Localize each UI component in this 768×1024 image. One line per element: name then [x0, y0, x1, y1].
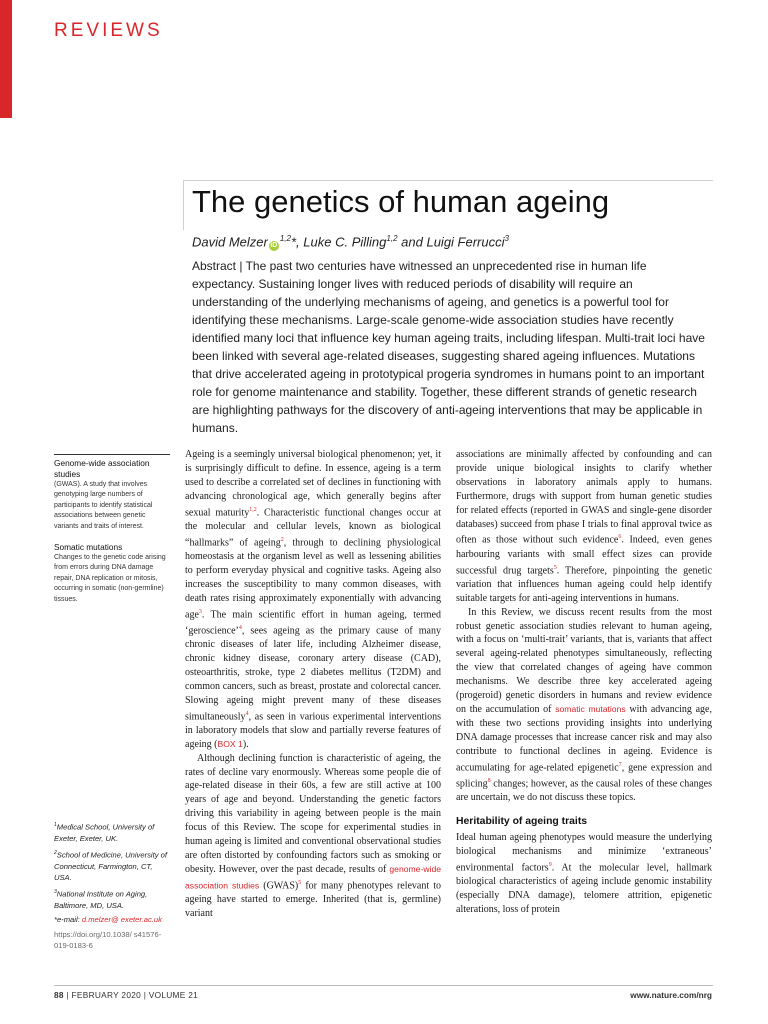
body-column-1 — [185, 448, 441, 921]
body-paragraph: associations are minimally affected by confounding and can provide unique biological insights to clarify whether observations in laboratory animals apply to humans. Furthermore, drugs with support from human genetic studies for related effects (reported in GWAS and single-gene disorder databases) succeed from phase I trials to final approval twice as often as those without such evidence$^6$. Indeed, even genes harbouring variants with small effect sizes can provide successful drug targets$^5$. Therefore, pinpointing the genetic variation that influences human ageing could help identify suitable targets for anti-ageing interventions in humans. — [456, 449, 713, 604]
author-affiliation-ref: 1,2 — [386, 234, 398, 243]
author-name[interactable]: David Melzer — [192, 234, 268, 250]
orcid-icon[interactable]: iD — [270, 242, 278, 250]
citation-ref[interactable]: 4 — [238, 624, 242, 631]
title-rule — [183, 180, 713, 181]
footer-rule — [54, 985, 713, 986]
section-color-bar — [0, 0, 12, 118]
author-name[interactable]: Luke C. Pilling — [303, 234, 387, 250]
author-list — [192, 234, 509, 251]
body-column-2 — [456, 448, 712, 917]
email-link[interactable]: d.melzer@ exeter.ac.uk — [81, 915, 162, 925]
citation-ref[interactable]: 5 — [298, 879, 302, 886]
section-label: REVIEWS — [54, 20, 163, 41]
glossary-term: Somatic mutations — [54, 542, 123, 553]
author-affiliation-ref: 3 — [504, 234, 509, 243]
citation-ref[interactable]: 4 — [245, 710, 249, 717]
citation-ref[interactable]: 7 — [618, 761, 622, 768]
citation-ref[interactable]: 1,2 — [249, 506, 257, 513]
citation-ref[interactable]: 5 — [553, 564, 557, 571]
glossary-definition: Changes to the genetic code arising from errors during DNA damage repair, DNA replication or mitosis, occurring in somatic (non-germline) tissues. — [54, 554, 166, 603]
author-name[interactable]: Luigi Ferrucci — [426, 234, 505, 250]
abstract: Abstract | The past two centuries have witnessed an unprecedented rise in human life expectancy. Sustaining longer lives with reduced periods of disability will require an understanding of the underlying mechanisms of ageing, and genetics is a powerful tool for identifying these mechanisms. Large-scale genome-wide association studies have recently identified many loci that influence key human ageing traits, including lifespan. Multi-trait loci have been linked with several age-related diseases, suggesting shared ageing influences. Mutations that drive accelerated ageing in prototypical progeria syndromes in humans point to an important role for genome maintenance and stability. Together, these different strands of genetic research are highlighting pathways for the discovery of anti-ageing interventions that may be applicable in humans. — [192, 259, 705, 435]
author-affiliation-ref: 1,2 — [279, 234, 291, 243]
title-tick — [183, 180, 184, 230]
section-heading: Heritability of ageing traits — [456, 815, 588, 827]
citation-ref[interactable]: 8 — [487, 777, 491, 784]
glossary-link[interactable]: genome-wide association studies — [185, 863, 441, 891]
glossary-link[interactable]: somatic mutations — [555, 703, 626, 714]
box-link[interactable]: BOX 1 — [217, 738, 243, 749]
affiliation: $^1$Medical School, University of Exeter, Exeter, UK. — [54, 822, 155, 844]
email: *e-mail: d.melzer@ exeter.ac.uk — [54, 915, 162, 925]
affiliation: $^3$National Institute on Aging, Baltimore, MD, USA. — [54, 888, 148, 910]
body-paragraph: Ideal human ageing phenotypes would measure the underlying biological mechanisms and minimize ‘extraneous’ environmental factors$^9$. At the molecular level, hallmark biological characteristics of ageing include genomic instability (especially DNA damage), telomere attrition, epigenetic alterations, loss of protein — [456, 831, 712, 915]
body-paragraph: Although declining function is characteristic of ageing, the rates of decline vary enormously. Whereas some people die of age-related disease in their 60s, a few are still active at 100 years of age and beyond. Understanding the genetic factors driving this variability in ageing between people is the main focus of this Review. The scope for experimental studies in human ageing is limited and conventional observational studies are often distorted by confounding factors such as smoking or obesity. However, over the past decade, results of genome-wide association studies (GWAS)$^5$ for many phenotypes relevant to ageing have started to emerge. Inherited (that is, germline) variant — [185, 752, 441, 919]
citation-ref[interactable]: 9 — [548, 861, 552, 868]
citation-ref[interactable]: 3 — [198, 608, 202, 615]
glossary-divider — [54, 454, 170, 455]
article-title: The genetics of human ageing — [192, 184, 610, 219]
citation-ref[interactable]: 2 — [280, 536, 284, 543]
glossary-definition: (GWAS). A study that involves genotyping large numbers of participants to identify statistical associations between genetic variants and traits of interest. — [54, 481, 153, 530]
doi-link[interactable]: https://doi.org/10.1038/ s41576-019-0183-6 — [54, 929, 162, 951]
glossary — [54, 454, 170, 605]
issue-date: FEBRUARY 2020 — [71, 990, 142, 1000]
glossary-term: Genome-wide association studies — [54, 458, 150, 479]
affiliations — [54, 820, 170, 952]
volume: VOLUME 21 — [148, 990, 199, 1000]
body-paragraph: Ageing is a seemingly universal biological phenomenon; yet, it is surprisingly difficult to define. In essence, ageing is a term used to describe a correlated set of declines in functioning with advancing chronological age, which generally begins after sexual maturity$^{1,2}$. Characteristic functional changes occur at the molecular and cellular levels, known as biological “hallmarks” of ageing$^2$, through to declining physiological homeostasis at the organism level as well as lessening abilities to perform everyday physical and cognitive tasks. Ageing also increases the susceptibility to many common diseases, with death rates rising approximately exponentially with advancing age$^3$. The main scientific effort in human ageing, termed ‘geroscience’$^4$, sees ageing as the primary cause of many chronic diseases of later life, including Alzheimer disease, chronic kidney disease, coronary artery disease (CAD), osteoarthritis, stroke, type 2 diabetes mellitus (T2DM) and common cancers, such as breast, prostate and colorectal cancer. Slowing ageing might prevent many of these diseases simultaneously$^4$, as seen in various experimental interventions in laboratory models that slow and partially reverse features of ageing (BOX 1). — [185, 449, 441, 750]
journal-url[interactable]: www.nature.com/nrg — [630, 990, 712, 1000]
author-conjunction: and — [401, 234, 423, 250]
corresponding-mark: *, — [290, 234, 300, 250]
affiliation: $^2$School of Medicine, University of Connecticut, Farmington, CT, USA. — [54, 849, 167, 883]
footer-issue-info: 88 | FEBRUARY 2020 | VOLUME 21 — [54, 990, 199, 1000]
page-number: 88 — [54, 990, 64, 1000]
body-paragraph: In this Review, we discuss recent results from the most robust genetic association studies relevant to human ageing, with a focus on ‘multi-trait’ variants, that is, variants that affect several ageing-related phenotypes simultaneously, reflecting the view that correlated changes of ageing have common mechanisms. We describe three key accelerated ageing (progeroid) genetic disorders in humans and review evidence on the accumulation of somatic mutations with advancing age, with these two sections providing insights into underlying DNA damage processes that increase cancer risk and may also contribute to functional declines in ageing. Evidence is accumulating for age-related epigenetic$^7$, gene expression and splicing$^8$ changes; however, as the causal roles of these changes are uncertain, we do not discuss these topics. — [456, 606, 712, 804]
citation-ref[interactable]: 6 — [618, 534, 622, 541]
